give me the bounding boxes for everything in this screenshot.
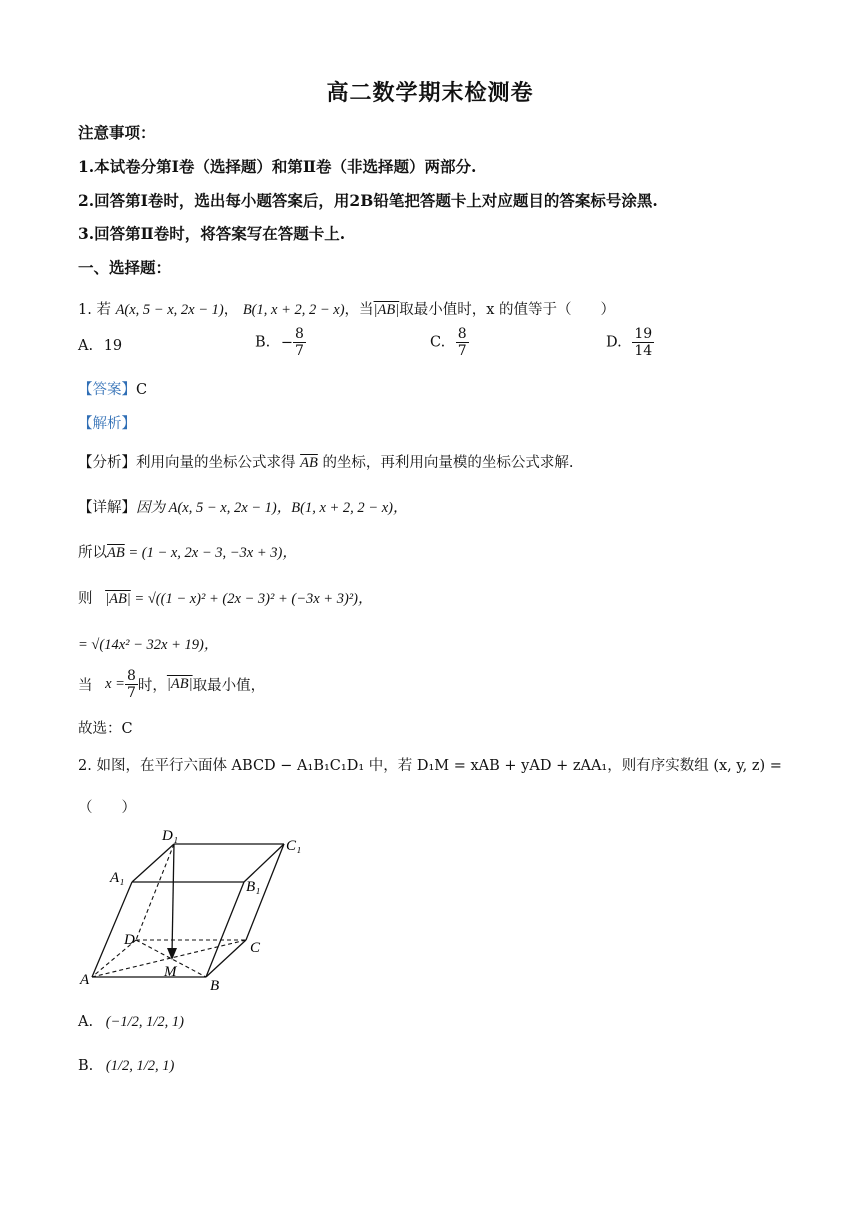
q1-detail-line-5-num: 8 (126, 668, 136, 684)
q1-option-c (430, 326, 469, 359)
label-a: A (80, 972, 90, 988)
q1-answer-value: C (136, 382, 148, 398)
label-c: C (250, 940, 261, 956)
notice-item-2: 2.回答第Ⅰ卷时，选出每小题答案后，用2B铅笔把答题卡上对应题目的答案标号涂黑. (78, 191, 658, 210)
q1-option-d-den: 14 (634, 343, 653, 360)
q1-detail-line-1-text: 因为 A(x, 5 − x, 2x − 1)，B(1, x + 2, 2 − x)， (136, 500, 408, 516)
q1-sep2: ，当 (344, 302, 374, 318)
q1-detail-line-5-prefix: 当 (78, 678, 93, 695)
q1-conclusion: 故选：C (78, 721, 133, 737)
q1-detail-line-5 (78, 668, 265, 701)
q2-stem: 2. 如图，在平行六面体 ABCD − A₁B₁C₁D₁ 中，若 D₁M = xAB + yAD + zAA₁，则有序实数组 (x, y, z) = (78, 758, 782, 774)
q1-point-b: B(1, x + 2, 2 − x) (242, 302, 345, 318)
q1-option-c-label: C. (430, 334, 446, 351)
q1-detail-line-5-suffix: 取最小值， (192, 678, 266, 695)
q1-detail-line-4: = √(14x² − 32x + 19)， (78, 637, 219, 653)
q1-abs-ab: |AB| (373, 302, 400, 318)
label-b1: B₁ (246, 879, 261, 895)
notice-item-3: 3.回答第Ⅱ卷时，将答案写在答题卡上. (78, 224, 346, 243)
q1-stem-suffix: 取最小值时，x 的值等于（ ） (399, 302, 616, 318)
q2-option-a-label: A. (78, 1014, 94, 1030)
q1-option-d-frac (632, 326, 654, 359)
q2-option-b-label: B. (78, 1058, 94, 1074)
q2-option-b (78, 1058, 174, 1075)
q1-option-c-num: 8 (457, 326, 467, 342)
q1-option-b-sign: − (280, 334, 294, 351)
q1-detail-line-5-den: 7 (126, 685, 136, 702)
q2-paren: （ ） (78, 800, 136, 816)
q1-detail-line-2-vec: $\overline{AB}$ (107, 545, 125, 561)
q1-stem (78, 298, 615, 319)
q1-answer-tag: 【答案】 (78, 382, 136, 398)
q1-detail-line-5-x: x = (105, 676, 125, 693)
page-title: 高二数学期末检测卷 (326, 80, 534, 106)
q1-fenxi (78, 451, 574, 472)
q1-option-b-frac (293, 326, 306, 359)
q1-detail-line-3 (78, 587, 372, 608)
q2-option-a-value: (−1/2, 1/2, 1) (105, 1014, 184, 1030)
q1-option-b-den: 7 (295, 343, 304, 360)
q1-analysis-tag: 【解析】 (78, 416, 136, 432)
label-m: M (164, 964, 177, 980)
q1-detail-line-2 (78, 541, 297, 562)
notice-item-1: 1.本试卷分第Ⅰ卷（选择题）和第Ⅱ卷（非选择题）两部分. (78, 157, 477, 176)
q1-option-b-label: B. (255, 334, 271, 351)
q1-fenxi-tag: 【分析】 (78, 455, 136, 471)
q1-option-c-den: 7 (457, 343, 467, 360)
q1-point-a: A(x, 5 − x, 2x − 1) (115, 302, 224, 318)
q1-option-b (255, 326, 306, 359)
label-d1: D₁ (162, 828, 179, 844)
q2-option-b-value: (1/2, 1/2, 1) (105, 1058, 175, 1074)
q1-detail-line-3-abs: |AB| (105, 591, 131, 607)
q1-answer (78, 378, 147, 399)
parallelepiped-figure (78, 824, 318, 994)
q1-stem-prefix: 1. 若 (78, 302, 111, 318)
label-b: B (210, 978, 220, 994)
notice-heading: 注意事项： (78, 123, 156, 142)
q1-fenxi-text-1: 利用向量的坐标公式求得 (136, 455, 296, 471)
q1-option-a-label: A. (78, 338, 94, 354)
q1-detail-line-1 (78, 496, 407, 517)
q1-option-c-frac (456, 326, 469, 359)
q1-detail-line-5-frac (125, 668, 138, 701)
label-c1: C₁ (286, 838, 302, 854)
q1-option-b-num: 8 (295, 326, 304, 342)
q1-option-d (606, 326, 654, 359)
q1-detail-line-5-mid: 时， (137, 678, 167, 695)
q1-fenxi-vec: $\overline{AB}$ (300, 455, 318, 471)
q1-detail-line-5-abs: |AB| (166, 676, 193, 693)
q1-detail-line-2-prefix: 所以 (78, 545, 107, 561)
q1-detail-tag: 【详解】 (78, 500, 136, 516)
q1-option-d-label: D. (606, 334, 622, 351)
q2-option-a (78, 1014, 184, 1031)
label-d: D (124, 932, 135, 948)
q1-sep1: ， (223, 302, 239, 318)
label-a1: A₁ (110, 870, 125, 886)
q1-option-d-num: 19 (634, 326, 653, 342)
q1-detail-line-3-rest: = √((1 − x)² + (2x − 3)² + (−3x + 3)²)， (130, 591, 373, 607)
q1-detail-line-2-rest: = (1 − x, 2x − 3, −3x + 3)， (124, 545, 297, 561)
q1-detail-line-3-prefix: 则 (78, 591, 93, 607)
section-heading: 一、选择题： (78, 258, 172, 277)
q1-option-a (78, 338, 122, 354)
q1-fenxi-text-2: 的坐标，再利用向量模的坐标公式求解. (322, 455, 574, 471)
q1-option-a-value: 19 (103, 338, 123, 354)
